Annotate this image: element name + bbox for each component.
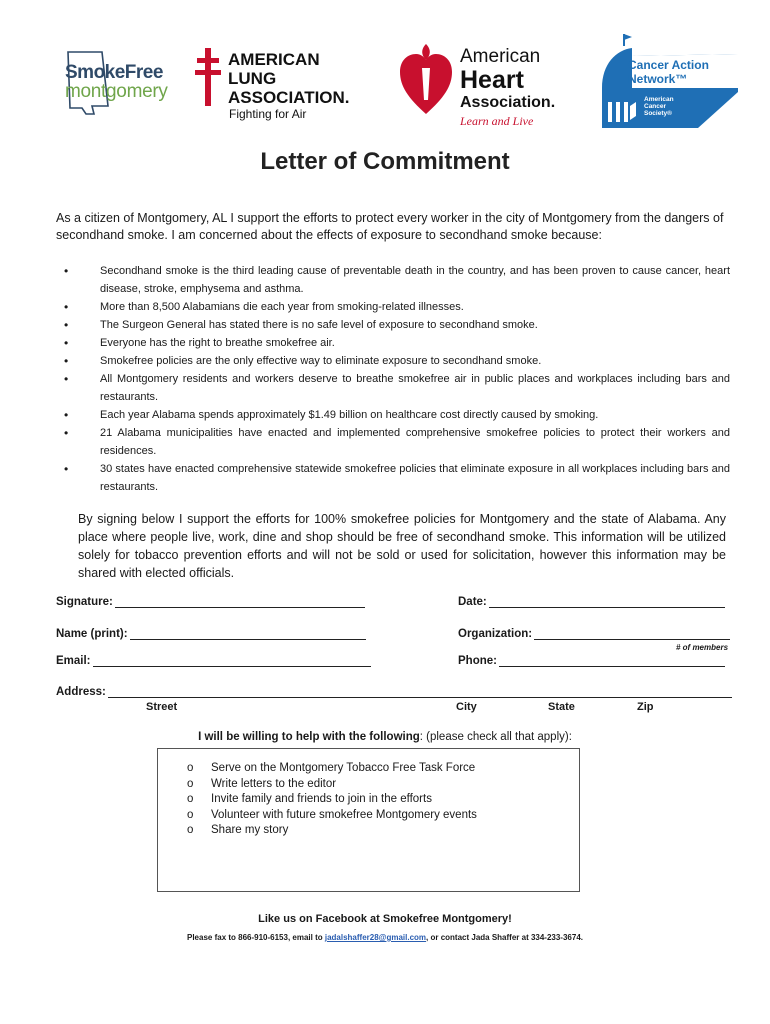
list-item: • 30 states have enacted comprehensive statewide smokefree policies that eliminate exposure in all workplaces including bars and restaurants. bbox=[64, 460, 730, 496]
signature-label: Signature: bbox=[56, 596, 113, 608]
can-line1: Cancer Action bbox=[628, 58, 709, 72]
help-option-label: Write letters to the editor bbox=[211, 777, 337, 790]
facebook-line: Like us on Facebook at Smokefree Montgomery! bbox=[258, 913, 512, 925]
help-option-label: Share my story bbox=[211, 824, 289, 836]
help-options-list bbox=[187, 761, 477, 839]
cancer-action-network-logo bbox=[598, 32, 738, 132]
contact-text: , or contact Jada Shaffer at 334-233-3674. bbox=[426, 933, 583, 942]
checkbox-circle-icon[interactable]: o bbox=[187, 793, 194, 805]
name-row bbox=[56, 628, 366, 640]
ala-line1: AMERICAN bbox=[228, 50, 320, 69]
help-option-label: Invite family and friends to join in the efforts bbox=[211, 793, 432, 805]
help-option[interactable] bbox=[187, 777, 477, 793]
help-option[interactable] bbox=[187, 761, 477, 777]
help-options-box bbox=[157, 748, 580, 892]
date-field[interactable] bbox=[489, 597, 725, 608]
smokefree-montgomery-logo bbox=[62, 48, 182, 120]
city-label: City bbox=[456, 701, 477, 713]
phone-field[interactable] bbox=[499, 656, 725, 667]
date-label: Date: bbox=[458, 596, 487, 608]
phone-label: Phone: bbox=[458, 655, 497, 667]
help-option[interactable] bbox=[187, 792, 477, 808]
name-field[interactable] bbox=[130, 629, 366, 640]
intro-paragraph: As a citizen of Montgomery, AL I support the efforts to protect every worker in the city of Montgomery from the dangers of secondhand smoke. I am concerned about the effects of exposure to secondhand smoke because: bbox=[56, 211, 724, 242]
heart-torch-icon bbox=[398, 38, 454, 118]
list-item: • Everyone has the right to breathe smokefree air. bbox=[64, 334, 730, 352]
list-item: • Each year Alabama spends approximately $1.49 billion on healthcare cost directly caused by smoking. bbox=[64, 406, 730, 424]
list-item: • Secondhand smoke is the third leading cause of preventable death in the country, and has been proven to cause cancer, heart disease, stroke, emphysema and asthma. bbox=[64, 262, 730, 298]
checkbox-circle-icon[interactable]: o bbox=[187, 762, 194, 774]
email-row bbox=[56, 655, 371, 667]
smokefree-subtitle: montgomery bbox=[65, 81, 168, 102]
email-label: Email: bbox=[56, 655, 91, 667]
double-barred-cross-icon bbox=[195, 46, 221, 108]
organization-field[interactable] bbox=[534, 629, 730, 640]
help-option-label: Serve on the Montgomery Tobacco Free Task Force bbox=[211, 762, 476, 774]
street-label: Street bbox=[146, 701, 178, 713]
american-heart-association-logo bbox=[398, 38, 568, 128]
american-lung-association-logo bbox=[195, 46, 375, 126]
list-item: • All Montgomery residents and workers deserve to breathe smokefree air in public places and workplaces including bars and restaurants. bbox=[64, 370, 730, 406]
date-row bbox=[458, 596, 725, 608]
can-line2: Network™ bbox=[628, 72, 688, 86]
smokefree-title: SmokeFree bbox=[65, 62, 163, 83]
help-option[interactable] bbox=[187, 808, 477, 824]
help-heading-bold: I will be willing to help with the following bbox=[198, 731, 420, 743]
address-label: Address: bbox=[56, 686, 106, 698]
address-field[interactable] bbox=[108, 687, 732, 698]
help-heading-rest: : (please check all that apply): bbox=[419, 731, 572, 743]
phone-row bbox=[458, 655, 725, 667]
acs-label: American Cancer Society® bbox=[644, 96, 674, 117]
list-item: • More than 8,500 Alabamians die each year from smoking-related illnesses. bbox=[64, 298, 730, 316]
signature-row bbox=[56, 596, 365, 608]
signing-paragraph: By signing below I support the efforts for 100% smokefree policies for Montgomery and the state of Alabama. Any place where people live, work, dine and shop should be free of secondhand smoke. This information will be utilized solely for tobacco prevention efforts and will not be sold or used for solicitation, however this information may be shared with elected officials. bbox=[78, 512, 726, 580]
reasons-list bbox=[64, 262, 730, 496]
signature-field[interactable] bbox=[115, 597, 365, 608]
members-hint: # of members bbox=[676, 643, 729, 652]
state-label: State bbox=[548, 701, 575, 713]
zip-label: Zip bbox=[637, 701, 654, 713]
email-link[interactable]: jadalshaffer28@gmail.com bbox=[324, 933, 427, 942]
help-option-label: Volunteer with future smokefree Montgomery events bbox=[211, 808, 477, 821]
checkbox-circle-icon[interactable]: o bbox=[187, 808, 194, 821]
aha-line2: Heart bbox=[460, 66, 524, 94]
help-option[interactable] bbox=[187, 823, 477, 839]
ala-line3: ASSOCIATION. bbox=[228, 88, 350, 107]
list-item: • 21 Alabama municipalities have enacted and implemented comprehensive smokefree policies to protect their workers and residences. bbox=[64, 424, 730, 460]
ala-line2: LUNG bbox=[228, 69, 277, 88]
aha-line1: American bbox=[460, 46, 541, 67]
fax-text: Please fax to 866-910-6153, email to bbox=[187, 933, 325, 942]
address-row bbox=[56, 686, 732, 698]
checkbox-circle-icon[interactable]: o bbox=[187, 824, 194, 836]
list-item: • Smokefree policies are the only effective way to eliminate exposure to secondhand smoke. bbox=[64, 352, 730, 370]
email-field[interactable] bbox=[93, 656, 371, 667]
list-item: • The Surgeon General has stated there is no safe level of exposure to secondhand smoke. bbox=[64, 316, 730, 334]
ala-tagline: Fighting for Air bbox=[229, 107, 307, 121]
help-heading bbox=[0, 731, 770, 743]
contact-line bbox=[0, 933, 770, 942]
aha-line3: Association. bbox=[460, 94, 556, 111]
name-label: Name (print): bbox=[56, 628, 128, 640]
page-title: Letter of Commitment bbox=[260, 148, 510, 175]
organization-row bbox=[458, 628, 730, 640]
checkbox-circle-icon[interactable]: o bbox=[187, 777, 194, 790]
organization-label: Organization: bbox=[458, 628, 533, 640]
aha-tagline: Learn and Live bbox=[460, 114, 534, 128]
